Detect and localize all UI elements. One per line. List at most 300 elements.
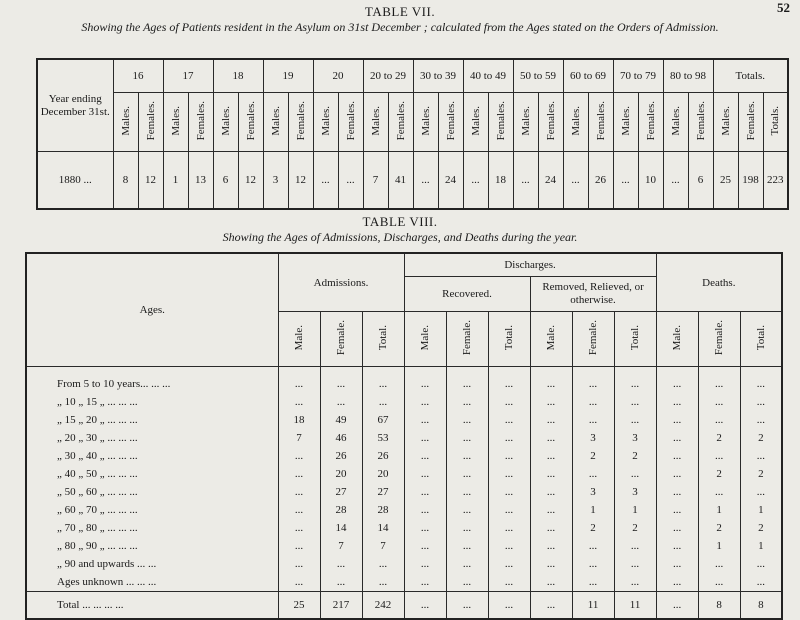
cell-value: 7 bbox=[278, 429, 320, 447]
subheader-label: Male. bbox=[671, 324, 684, 351]
cell-value: ... bbox=[613, 152, 638, 210]
males-subheader bbox=[663, 93, 688, 152]
cell-value: 3 bbox=[572, 429, 614, 447]
cell-value: ... bbox=[740, 375, 782, 393]
total-value: ... bbox=[530, 592, 572, 620]
subheader-label: Males. bbox=[569, 105, 582, 136]
cell-value: 12 bbox=[238, 152, 263, 210]
cell-value: ... bbox=[698, 447, 740, 465]
row-year-label: 1880 ... bbox=[37, 152, 113, 210]
cell-value: ... bbox=[572, 411, 614, 429]
page-number: 52 bbox=[777, 0, 790, 15]
total-subheader bbox=[488, 312, 530, 367]
cell-value: ... bbox=[572, 555, 614, 573]
table8-title: TABLE VIII. bbox=[362, 214, 438, 229]
cell-value: ... bbox=[530, 519, 572, 537]
cell-value: ... bbox=[530, 411, 572, 429]
age-group-header: 18 bbox=[213, 59, 263, 93]
age-group-header: 50 to 59 bbox=[513, 59, 563, 93]
table8-subtitle: Showing the Ages of Admissions, Discharges, and Deaths during the year. bbox=[222, 230, 578, 244]
age-group-header: 80 to 98 bbox=[663, 59, 713, 93]
cell-value: ... bbox=[563, 152, 588, 210]
cell-value: 1 bbox=[163, 152, 188, 210]
cell-value: 8 bbox=[113, 152, 138, 210]
cell-value: 27 bbox=[320, 483, 362, 501]
table-row bbox=[26, 375, 782, 393]
totals-subheader bbox=[763, 93, 788, 152]
cell-value: 26 bbox=[320, 447, 362, 465]
cell-value: ... bbox=[663, 152, 688, 210]
males-subheader bbox=[313, 93, 338, 152]
cell-value: 67 bbox=[362, 411, 404, 429]
cell-value: 3 bbox=[614, 429, 656, 447]
recovered-header: Recovered. bbox=[404, 277, 530, 312]
cell-value: ... bbox=[656, 537, 698, 555]
cell-value: 3 bbox=[614, 483, 656, 501]
males-subheader bbox=[163, 93, 188, 152]
subheader-label: Males. bbox=[219, 105, 232, 136]
males-subheader bbox=[413, 93, 438, 152]
age-group-header: 60 to 69 bbox=[563, 59, 613, 93]
total-value: ... bbox=[656, 592, 698, 620]
cell-value: 1 bbox=[698, 501, 740, 519]
cell-value: ... bbox=[614, 555, 656, 573]
female-subheader bbox=[572, 312, 614, 367]
cell-value: ... bbox=[530, 501, 572, 519]
subheader-label: Females. bbox=[194, 100, 207, 141]
age-group-header: 40 to 49 bbox=[463, 59, 513, 93]
cell-value: 2 bbox=[572, 447, 614, 465]
cell-value: ... bbox=[488, 411, 530, 429]
cell-value: ... bbox=[572, 465, 614, 483]
total-value: 11 bbox=[614, 592, 656, 620]
cell-value: 2 bbox=[614, 447, 656, 465]
females-subheader bbox=[338, 93, 363, 152]
cell-value: ... bbox=[614, 537, 656, 555]
cell-value: ... bbox=[530, 555, 572, 573]
table-row bbox=[26, 501, 782, 519]
cell-value: 1 bbox=[614, 501, 656, 519]
cell-value: ... bbox=[488, 375, 530, 393]
cell-value: ... bbox=[488, 447, 530, 465]
males-subheader bbox=[463, 93, 488, 152]
age-range-label: From 5 to 10 years... ... ... bbox=[26, 375, 278, 393]
cell-value: ... bbox=[446, 375, 488, 393]
cell-value: 2 bbox=[614, 519, 656, 537]
males-subheader bbox=[263, 93, 288, 152]
cell-value: 2 bbox=[740, 429, 782, 447]
cell-value: ... bbox=[404, 483, 446, 501]
cell-value: ... bbox=[278, 537, 320, 555]
cell-value: ... bbox=[446, 555, 488, 573]
table-row bbox=[26, 483, 782, 501]
cell-value: ... bbox=[278, 519, 320, 537]
cell-value: ... bbox=[530, 537, 572, 555]
total-value: ... bbox=[488, 592, 530, 620]
cell-value: ... bbox=[572, 537, 614, 555]
table-row bbox=[26, 573, 782, 592]
cell-value: ... bbox=[446, 519, 488, 537]
cell-value: ... bbox=[488, 537, 530, 555]
cell-value: ... bbox=[404, 555, 446, 573]
cell-value: 41 bbox=[388, 152, 413, 210]
table7-subtitle: Showing the Ages of Patients resident in the Asylum on 31st December ; calculated from the Ages stated on the Orders of Admission. bbox=[81, 20, 719, 34]
subheader-label: Males. bbox=[319, 105, 332, 136]
cell-value: ... bbox=[488, 483, 530, 501]
age-range-label: „ 10 „ 15 „ ... ... ... bbox=[26, 393, 278, 411]
cell-value: ... bbox=[488, 519, 530, 537]
cell-value: ... bbox=[698, 483, 740, 501]
cell-value: ... bbox=[446, 483, 488, 501]
males-subheader bbox=[513, 93, 538, 152]
cell-value: 49 bbox=[320, 411, 362, 429]
cell-value: ... bbox=[488, 573, 530, 592]
cell-value: ... bbox=[530, 429, 572, 447]
cell-value: 20 bbox=[362, 465, 404, 483]
males-subheader bbox=[363, 93, 388, 152]
total-value: ... bbox=[404, 592, 446, 620]
cell-value: 14 bbox=[362, 519, 404, 537]
age-group-header: 16 bbox=[113, 59, 163, 93]
cell-value: ... bbox=[513, 152, 538, 210]
cell-value: ... bbox=[656, 465, 698, 483]
cell-value: 3 bbox=[263, 152, 288, 210]
age-group-header: Totals. bbox=[713, 59, 788, 93]
cell-value: 24 bbox=[438, 152, 463, 210]
cell-value: ... bbox=[446, 465, 488, 483]
cell-value: 1 bbox=[572, 501, 614, 519]
subheader-label: Males. bbox=[669, 105, 682, 136]
cell-value: 12 bbox=[288, 152, 313, 210]
table-row bbox=[26, 465, 782, 483]
cell-value: ... bbox=[278, 393, 320, 411]
cell-value: 27 bbox=[362, 483, 404, 501]
cell-value: ... bbox=[320, 573, 362, 592]
males-subheader bbox=[613, 93, 638, 152]
cell-value: ... bbox=[740, 555, 782, 573]
males-subheader bbox=[713, 93, 738, 152]
age-range-label: „ 90 and upwards ... ... bbox=[26, 555, 278, 573]
cell-value: ... bbox=[530, 447, 572, 465]
table-row bbox=[26, 519, 782, 537]
cell-value: 2 bbox=[698, 465, 740, 483]
cell-value: ... bbox=[488, 393, 530, 411]
females-subheader bbox=[388, 93, 413, 152]
cell-value: ... bbox=[463, 152, 488, 210]
subheader-label: Males. bbox=[469, 105, 482, 136]
age-group-header: 30 to 39 bbox=[413, 59, 463, 93]
cell-value: ... bbox=[404, 393, 446, 411]
table-row bbox=[26, 447, 782, 465]
deaths-header: Deaths. bbox=[656, 253, 782, 312]
age-group-header: 20 bbox=[313, 59, 363, 93]
cell-value: ... bbox=[530, 393, 572, 411]
cell-value: 18 bbox=[488, 152, 513, 210]
cell-value: ... bbox=[614, 411, 656, 429]
subheader-label: Female. bbox=[587, 319, 600, 356]
subheader-label: Females. bbox=[744, 100, 757, 141]
female-subheader bbox=[698, 312, 740, 367]
male-subheader bbox=[656, 312, 698, 367]
subheader-label: Females. bbox=[544, 100, 557, 141]
cell-value: ... bbox=[446, 537, 488, 555]
cell-value: 46 bbox=[320, 429, 362, 447]
cell-value: ... bbox=[362, 393, 404, 411]
cell-value: 6 bbox=[688, 152, 713, 210]
cell-value: 2 bbox=[740, 465, 782, 483]
total-subheader bbox=[362, 312, 404, 367]
total-value: 242 bbox=[362, 592, 404, 620]
cell-value: ... bbox=[530, 573, 572, 592]
cell-value: ... bbox=[656, 411, 698, 429]
cell-value: ... bbox=[530, 483, 572, 501]
cell-value: ... bbox=[313, 152, 338, 210]
cell-value: ... bbox=[530, 375, 572, 393]
total-value: 25 bbox=[278, 592, 320, 620]
cell-value: ... bbox=[320, 393, 362, 411]
cell-value: ... bbox=[446, 501, 488, 519]
cell-value: ... bbox=[404, 375, 446, 393]
cell-value: 1 bbox=[740, 501, 782, 519]
cell-value: 13 bbox=[188, 152, 213, 210]
cell-value: ... bbox=[362, 375, 404, 393]
subheader-label: Males. bbox=[419, 105, 432, 136]
cell-value: ... bbox=[278, 483, 320, 501]
cell-value: ... bbox=[740, 447, 782, 465]
cell-value: 198 bbox=[738, 152, 763, 210]
age-range-label: „ 40 „ 50 „ ... ... ... bbox=[26, 465, 278, 483]
cell-value: ... bbox=[740, 393, 782, 411]
age-group-header: 70 to 79 bbox=[613, 59, 663, 93]
subheader-label: Totals. bbox=[769, 105, 782, 136]
cell-value: ... bbox=[362, 573, 404, 592]
cell-value: ... bbox=[446, 447, 488, 465]
cell-value: 2 bbox=[698, 429, 740, 447]
cell-value: ... bbox=[656, 573, 698, 592]
cell-value: ... bbox=[404, 411, 446, 429]
subheader-label: Total. bbox=[754, 324, 767, 351]
subheader-label: Males. bbox=[119, 105, 132, 136]
subheader-label: Female. bbox=[335, 319, 347, 356]
subheader-label: Females. bbox=[444, 100, 457, 141]
females-subheader bbox=[488, 93, 513, 152]
cell-value: 1 bbox=[698, 537, 740, 555]
subheader-label: Females. bbox=[394, 100, 407, 141]
cell-value: ... bbox=[698, 411, 740, 429]
cell-value: ... bbox=[488, 465, 530, 483]
age-range-label: „ 15 „ 20 „ ... ... ... bbox=[26, 411, 278, 429]
females-subheader bbox=[138, 93, 163, 152]
subheader-label: Male. bbox=[293, 324, 305, 351]
females-subheader bbox=[688, 93, 713, 152]
cell-value: ... bbox=[698, 573, 740, 592]
cell-value: ... bbox=[572, 573, 614, 592]
cell-value: ... bbox=[572, 393, 614, 411]
total-value: 11 bbox=[572, 592, 614, 620]
cell-value: ... bbox=[278, 573, 320, 592]
cell-value: ... bbox=[698, 555, 740, 573]
female-subheader bbox=[320, 312, 362, 367]
cell-value: ... bbox=[404, 465, 446, 483]
cell-value: ... bbox=[278, 375, 320, 393]
cell-value: ... bbox=[614, 375, 656, 393]
cell-value: ... bbox=[404, 501, 446, 519]
cell-value: ... bbox=[656, 393, 698, 411]
subheader-label: Males. bbox=[169, 105, 182, 136]
cell-value: ... bbox=[446, 429, 488, 447]
subheader-label: Male. bbox=[545, 324, 558, 351]
cell-value: 1 bbox=[740, 537, 782, 555]
subheader-label: Total. bbox=[377, 324, 390, 351]
cell-value: 10 bbox=[638, 152, 663, 210]
cell-value: 18 bbox=[278, 411, 320, 429]
subheader-label: Males. bbox=[369, 105, 382, 136]
subheader-label: Female. bbox=[713, 319, 726, 356]
cell-value: ... bbox=[362, 555, 404, 573]
cell-value: 2 bbox=[572, 519, 614, 537]
cell-value: 53 bbox=[362, 429, 404, 447]
cell-value: ... bbox=[656, 447, 698, 465]
cell-value: 2 bbox=[740, 519, 782, 537]
subheader-label: Females. bbox=[144, 100, 157, 141]
discharges-header: Discharges. bbox=[404, 253, 656, 277]
subheader-label: Total. bbox=[629, 324, 642, 351]
female-subheader bbox=[446, 312, 488, 367]
cell-value: 24 bbox=[538, 152, 563, 210]
subheader-label: Females. bbox=[694, 100, 707, 141]
subheader-label: Females. bbox=[594, 100, 607, 141]
cell-value: ... bbox=[656, 483, 698, 501]
cell-value: ... bbox=[320, 375, 362, 393]
cell-value: 12 bbox=[138, 152, 163, 210]
cell-value: 3 bbox=[572, 483, 614, 501]
cell-value: ... bbox=[656, 429, 698, 447]
cell-value: ... bbox=[446, 393, 488, 411]
cell-value: ... bbox=[572, 375, 614, 393]
cell-value: ... bbox=[614, 393, 656, 411]
table8 bbox=[25, 252, 783, 620]
cell-value: 7 bbox=[320, 537, 362, 555]
cell-value: 14 bbox=[320, 519, 362, 537]
total-subheader bbox=[740, 312, 782, 367]
ages-header: Ages. bbox=[26, 253, 278, 367]
subheader-label: Males. bbox=[719, 105, 732, 136]
cell-value: 28 bbox=[320, 501, 362, 519]
females-subheader bbox=[288, 93, 313, 152]
cell-value: ... bbox=[338, 152, 363, 210]
total-subheader bbox=[614, 312, 656, 367]
females-subheader bbox=[238, 93, 263, 152]
females-subheader bbox=[588, 93, 613, 152]
cell-value: ... bbox=[488, 429, 530, 447]
cell-value: ... bbox=[404, 519, 446, 537]
male-subheader bbox=[404, 312, 446, 367]
cell-value: 6 bbox=[213, 152, 238, 210]
cell-value: 26 bbox=[588, 152, 613, 210]
subheader-label: Females. bbox=[344, 100, 357, 141]
cell-value: ... bbox=[404, 537, 446, 555]
table-row bbox=[26, 393, 782, 411]
cell-value: 223 bbox=[763, 152, 788, 210]
cell-value: ... bbox=[698, 375, 740, 393]
cell-value: ... bbox=[446, 573, 488, 592]
subheader-label: Female. bbox=[461, 319, 474, 356]
cell-value: ... bbox=[656, 519, 698, 537]
age-range-label: „ 50 „ 60 „ ... ... ... bbox=[26, 483, 278, 501]
age-range-label: „ 70 „ 80 „ ... ... ... bbox=[26, 519, 278, 537]
age-range-label: Ages unknown ... ... ... bbox=[26, 573, 278, 592]
cell-value: ... bbox=[614, 465, 656, 483]
cell-value: ... bbox=[614, 573, 656, 592]
total-value: 8 bbox=[698, 592, 740, 620]
cell-value: 25 bbox=[713, 152, 738, 210]
total-value: ... bbox=[446, 592, 488, 620]
cell-value: ... bbox=[404, 573, 446, 592]
cell-value: ... bbox=[488, 555, 530, 573]
age-range-label: „ 30 „ 40 „ ... ... ... bbox=[26, 447, 278, 465]
cell-value: ... bbox=[656, 555, 698, 573]
cell-value: ... bbox=[320, 555, 362, 573]
age-group-header: 20 to 29 bbox=[363, 59, 413, 93]
cell-value: 2 bbox=[698, 519, 740, 537]
cell-value: ... bbox=[404, 447, 446, 465]
cell-value: ... bbox=[530, 465, 572, 483]
age-range-label: „ 80 „ 90 „ ... ... ... bbox=[26, 537, 278, 555]
cell-value: 20 bbox=[320, 465, 362, 483]
cell-value: ... bbox=[404, 429, 446, 447]
females-subheader bbox=[738, 93, 763, 152]
table-row bbox=[26, 411, 782, 429]
cell-value: ... bbox=[656, 375, 698, 393]
cell-value: ... bbox=[740, 411, 782, 429]
subheader-label: Males. bbox=[269, 105, 282, 136]
subheader-label: Females. bbox=[294, 100, 307, 141]
subheader-label: Total. bbox=[503, 324, 516, 351]
subheader-label: Males. bbox=[619, 105, 632, 136]
cell-value: ... bbox=[656, 501, 698, 519]
cell-value: ... bbox=[278, 447, 320, 465]
table7-title: TABLE VII. bbox=[364, 4, 436, 19]
total-label: Total ... ... ... ... bbox=[26, 592, 278, 620]
females-subheader bbox=[188, 93, 213, 152]
table-row bbox=[26, 537, 782, 555]
total-value: 217 bbox=[320, 592, 362, 620]
subheader-label: Females. bbox=[244, 100, 257, 141]
males-subheader bbox=[113, 93, 138, 152]
subheader-label: Males. bbox=[519, 105, 532, 136]
admissions-header: Admissions. bbox=[278, 253, 404, 312]
male-subheader bbox=[278, 312, 320, 367]
age-group-header: 17 bbox=[163, 59, 213, 93]
cell-value: ... bbox=[698, 393, 740, 411]
removed-header: Removed, Relieved, or otherwise. bbox=[530, 277, 656, 312]
table-row bbox=[26, 429, 782, 447]
subheader-label: Females. bbox=[494, 100, 507, 141]
males-subheader bbox=[213, 93, 238, 152]
cell-value: ... bbox=[446, 411, 488, 429]
females-subheader bbox=[638, 93, 663, 152]
cell-value: ... bbox=[278, 501, 320, 519]
total-value: 8 bbox=[740, 592, 782, 620]
cell-value: 26 bbox=[362, 447, 404, 465]
cell-value: ... bbox=[488, 501, 530, 519]
table7 bbox=[36, 58, 789, 210]
male-subheader bbox=[530, 312, 572, 367]
age-range-label: „ 20 „ 30 „ ... ... ... bbox=[26, 429, 278, 447]
males-subheader bbox=[563, 93, 588, 152]
subheader-label: Male. bbox=[419, 324, 432, 351]
year-ending-header: Year ending December 31st. bbox=[37, 59, 113, 152]
